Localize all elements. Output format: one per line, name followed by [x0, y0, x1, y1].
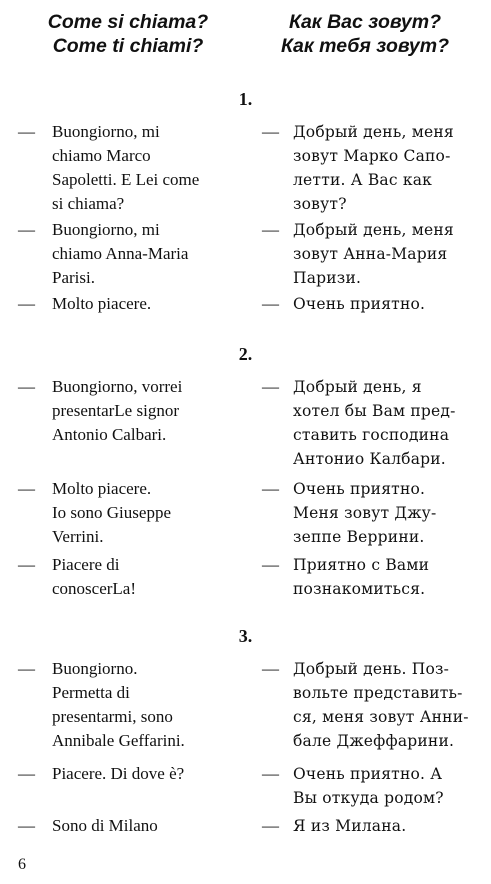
- russian-line: Добрый день, меня: [293, 123, 454, 141]
- dialogue-dash: —: [18, 764, 35, 783]
- dialogue-dash: —: [262, 764, 279, 783]
- russian-line: Приятно с Вами: [293, 556, 430, 574]
- russian-line: познакомиться.: [293, 580, 426, 598]
- title-russian-line: Как Вас зовут?: [288, 11, 442, 33]
- dialogue-dash: —: [262, 377, 279, 396]
- italian-line: Piacere. Di dove è?: [52, 764, 185, 783]
- dialogue-dash: —: [18, 816, 35, 835]
- dialogue-dash: —: [18, 479, 35, 498]
- dialogue-dash: —: [18, 220, 35, 239]
- russian-line: ся, меня зовут Анни-: [293, 708, 469, 726]
- italian-line: Verrini.: [52, 527, 104, 546]
- italian-line: presentarLe signor: [52, 401, 179, 420]
- title-italian-line: Come si chiama?: [47, 11, 209, 33]
- italian-line: Molto piacere.: [52, 294, 152, 313]
- russian-line: Добрый день. Поз-: [293, 660, 450, 678]
- russian-line: вольте представить-: [293, 684, 463, 702]
- italian-line: Sapoletti. E Lei come: [52, 170, 200, 189]
- italian-line: Piacere di: [52, 555, 120, 574]
- dialogue-dash: —: [262, 294, 279, 313]
- dialogue-dash: —: [262, 220, 279, 239]
- russian-line: бале Джеффарини.: [293, 732, 455, 750]
- dialogue-dash: —: [18, 294, 35, 313]
- title-russian: [245, 10, 485, 58]
- italian-line: Sono di Milano: [52, 816, 158, 835]
- italian-line: Parisi.: [52, 268, 95, 287]
- russian-line: Очень приятно.: [293, 480, 426, 498]
- russian-line: Добрый день, меня: [293, 221, 454, 239]
- italian-line: chiamo Marco: [52, 146, 151, 165]
- italian-line: Buongiorno.: [52, 659, 138, 678]
- italian-line: si chiama?: [52, 194, 125, 213]
- russian-line: зовут?: [293, 195, 347, 213]
- dialogue-title: [0, 10, 491, 70]
- italian-line: conoscerLa!: [52, 579, 137, 598]
- russian-line: Добрый день, я: [293, 378, 422, 396]
- dialogue-dash: —: [262, 122, 279, 141]
- italian-line: Annibale Geffarini.: [52, 731, 185, 750]
- russian-line: зовут Анна-Мария: [293, 245, 448, 263]
- dialogue-dash: —: [262, 659, 279, 678]
- russian-line: Я из Милана.: [293, 817, 407, 835]
- italian-line: Io sono Giuseppe: [52, 503, 171, 522]
- russian-line: Антонио Калбари.: [293, 450, 446, 468]
- dialogue-dash: —: [18, 555, 35, 574]
- russian-line: Вы откуда родом?: [293, 789, 444, 807]
- italian-line: Molto piacere.: [52, 479, 152, 498]
- italian-line: Buongiorno, vorrei: [52, 377, 183, 396]
- dialogue-dash: —: [18, 122, 35, 141]
- russian-line: летти. А Вас как: [293, 171, 433, 189]
- italian-line: Antonio Calbari.: [52, 425, 167, 444]
- section-number: 2.: [238, 344, 253, 364]
- russian-line: Очень приятно. А: [293, 765, 443, 783]
- title-italian-line: Come ti chiami?: [52, 35, 204, 57]
- section-number: 3.: [238, 626, 253, 646]
- italian-line: chiamo Anna-Maria: [52, 244, 189, 263]
- russian-line: зовут Марко Сапо-: [293, 147, 451, 165]
- russian-line: Паризи.: [293, 269, 362, 287]
- italian-line: Buongiorno, mi: [52, 122, 160, 141]
- russian-line: Очень приятно.: [293, 295, 426, 313]
- russian-line: хотел бы Вам пред-: [293, 402, 456, 420]
- dialogue-dash: —: [262, 555, 279, 574]
- dialogue-dash: —: [18, 377, 35, 396]
- russian-line: ставить господина: [293, 426, 450, 444]
- italian-line: presentarmi, sono: [52, 707, 173, 726]
- section-number: 1.: [238, 89, 253, 109]
- dialogue-dash: —: [262, 479, 279, 498]
- page-number: 6: [18, 856, 26, 873]
- dialogue-dash: —: [262, 816, 279, 835]
- italian-line: Permetta di: [52, 683, 130, 702]
- russian-line: зеппе Веррини.: [293, 528, 425, 546]
- italian-line: Buongiorno, mi: [52, 220, 160, 239]
- title-russian-line: Как тебя зовут?: [280, 35, 449, 57]
- title-italian: [8, 10, 248, 58]
- russian-line: Меня зовут Джу-: [293, 504, 437, 522]
- dialogue-dash: —: [18, 659, 35, 678]
